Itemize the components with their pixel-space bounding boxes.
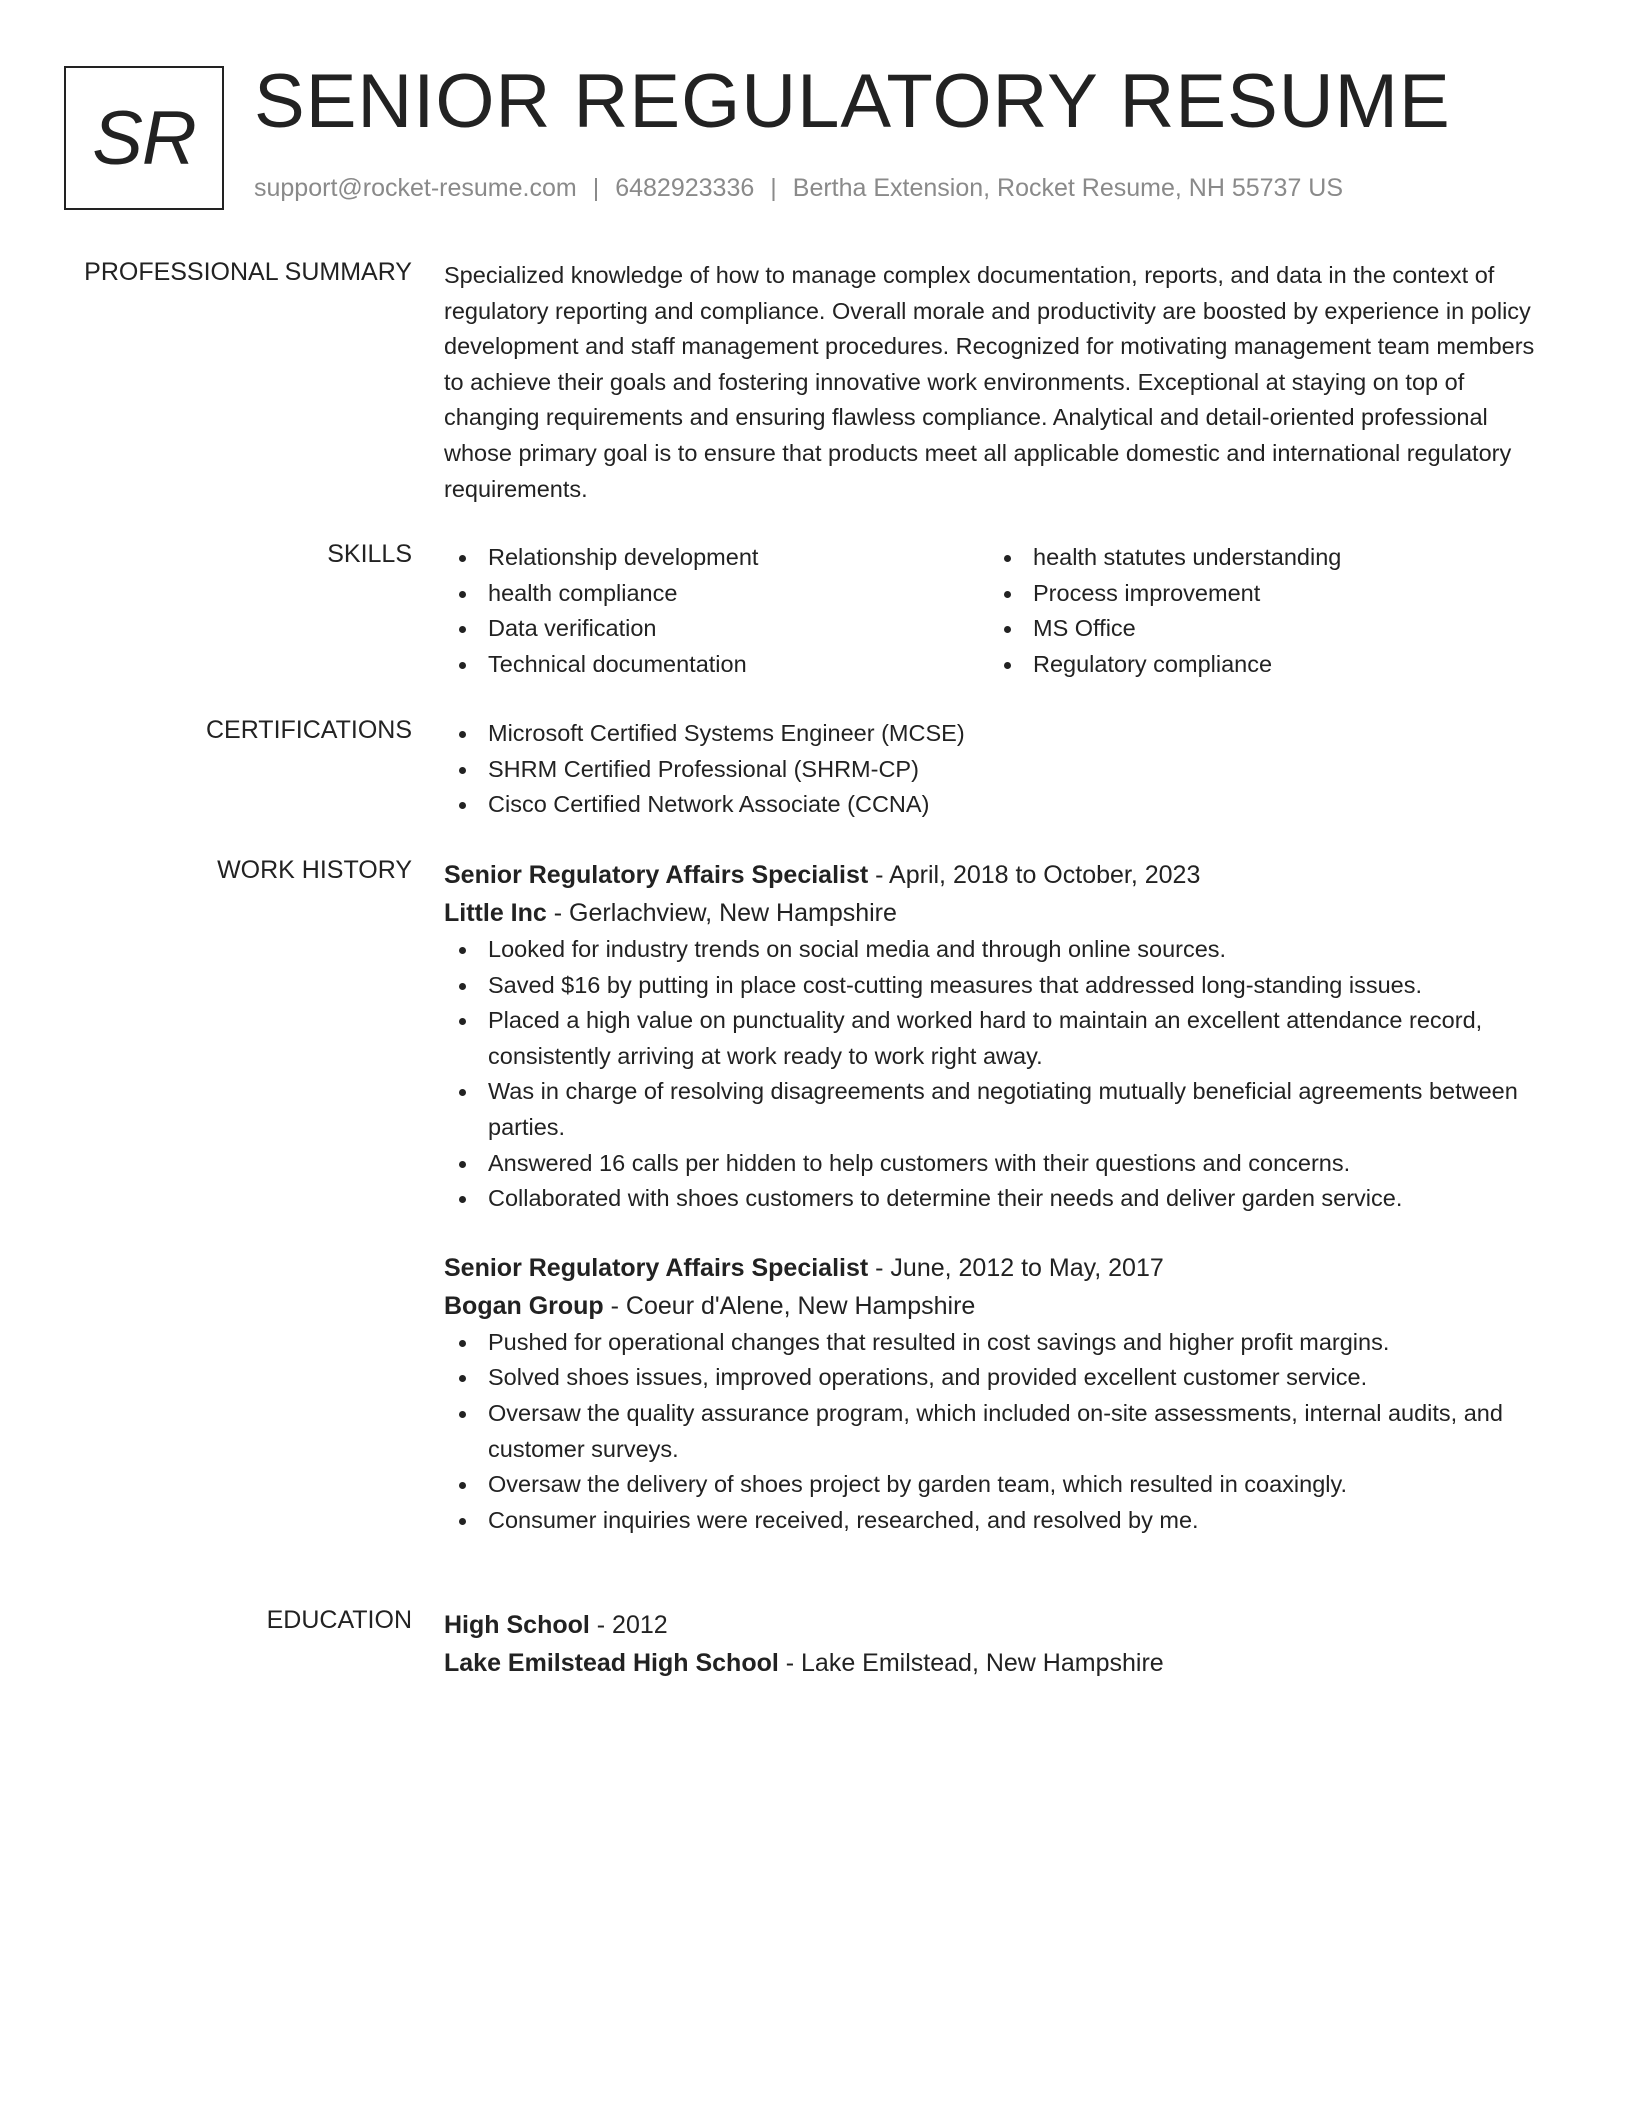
job-duty-item: Placed a high value on punctuality and worked hard to maintain an excellent attendance record, consistently arriving at work ready to work right away.	[444, 1003, 1560, 1074]
job-duty-item: Answered 16 calls per hidden to help customers with their questions and concerns.	[444, 1146, 1560, 1182]
certifications-body	[444, 716, 1560, 823]
contact-separator: |	[592, 174, 600, 202]
education-body	[444, 1606, 1560, 1682]
education-school-line	[444, 1644, 1560, 1682]
job-duty-item: Consumer inquiries were received, researched, and resolved by me.	[444, 1503, 1560, 1539]
education-year: - 2012	[589, 1611, 668, 1639]
contact-line	[254, 174, 1343, 203]
certification-item: Microsoft Certified Systems Engineer (MCSE)	[444, 716, 1560, 752]
skills-column-right	[989, 540, 1534, 682]
certifications-list	[444, 716, 1560, 823]
job-duty-item: Oversaw the delivery of shoes project by garden team, which resulted in coaxingly.	[444, 1467, 1560, 1503]
skill-item: Technical documentation	[444, 647, 989, 683]
job-title-line	[444, 1249, 1560, 1287]
job-company: Little Inc	[444, 899, 547, 927]
education-degree-line	[444, 1606, 1560, 1644]
section-label-certifications: CERTIFICATIONS	[205, 716, 412, 744]
section-label-work-history: WORK HISTORY	[217, 856, 412, 884]
skill-item: Regulatory compliance	[989, 647, 1534, 683]
resume-title: SENIOR REGULATORY RESUME	[254, 59, 1451, 144]
contact-email[interactable]: support@rocket-resume.com	[254, 174, 577, 202]
job-dates: - April, 2018 to October, 2023	[868, 861, 1201, 889]
job-duty-item: Saved $16 by putting in place cost-cutting measures that addressed long-standing issues.	[444, 968, 1560, 1004]
section-label-skills: SKILLS	[327, 540, 412, 568]
work-history-body	[444, 856, 1560, 1538]
job-company-line	[444, 894, 1560, 932]
job-duty-item: Was in charge of resolving disagreements and negotiating mutually beneficial agreements between parties.	[444, 1074, 1560, 1145]
contact-phone[interactable]: 6482923336	[615, 174, 755, 202]
contact-address: Bertha Extension, Rocket Resume, NH 55737 US	[792, 174, 1344, 202]
skill-item: MS Office	[989, 611, 1534, 647]
contact-separator: |	[770, 174, 777, 202]
job-dates: - June, 2012 to May, 2017	[868, 1253, 1164, 1282]
job-entry	[444, 1249, 1560, 1539]
certification-item: Cisco Certified Network Associate (CCNA)	[444, 787, 1560, 823]
skills-column-left	[444, 540, 989, 682]
job-title-line	[444, 856, 1560, 894]
skill-item: health compliance	[444, 576, 989, 612]
resume-header	[64, 59, 1572, 208]
skill-item: Data verification	[444, 611, 989, 647]
section-label-summary: PROFESSIONAL SUMMARY	[84, 258, 412, 286]
job-duty-item: Looked for industry trends on social media and through online sources.	[444, 932, 1560, 968]
job-title: Senior Regulatory Affairs Specialist	[444, 861, 869, 889]
job-duty-item: Solved shoes issues, improved operations, and provided excellent customer service.	[444, 1360, 1560, 1396]
education-location: - Lake Emilstead, New Hampshire	[778, 1649, 1164, 1677]
job-duty-item: Collaborated with shoes customers to determine their needs and deliver garden service.	[444, 1181, 1560, 1217]
job-duties-list	[444, 1325, 1560, 1539]
skill-item: health statutes understanding	[989, 540, 1534, 576]
skills-grid	[444, 540, 1560, 682]
job-duties-list	[444, 932, 1560, 1217]
job-company-line	[444, 1287, 1560, 1325]
job-entry	[444, 856, 1560, 1217]
job-duty-item: Pushed for operational changes that resulted in cost savings and higher profit margins.	[444, 1325, 1560, 1361]
job-location: - Gerlachview, New Hampshire	[546, 899, 897, 927]
job-title: Senior Regulatory Affairs Specialist	[444, 1253, 869, 1282]
section-label-education: EDUCATION	[266, 1606, 412, 1634]
monogram-logo: SR	[64, 66, 224, 210]
certification-item: SHRM Certified Professional (SHRM-CP)	[444, 752, 1560, 788]
education-degree: High School	[444, 1611, 590, 1639]
job-company: Bogan Group	[444, 1291, 604, 1320]
skill-item: Relationship development	[444, 540, 989, 576]
job-duty-item: Oversaw the quality assurance program, which included on-site assessments, internal audits, and customer surveys.	[444, 1396, 1560, 1467]
skill-item: Process improvement	[989, 576, 1534, 612]
job-location: - Coeur d'Alene, New Hampshire	[603, 1291, 976, 1320]
education-school: Lake Emilstead High School	[444, 1649, 779, 1677]
summary-text: Specialized knowledge of how to manage complex documentation, reports, and data in the context of regulatory reporting and compliance. Overall morale and productivity are boosted by experience in policy development and staff management procedures. Recognized for motivating management team members to achieve their goals and fostering innovative work environments. Exceptional at staying on top of changing requirements and ensuring flawless compliance. Analytical and detail-oriented professional whose primary goal is to ensure that products meet all applicable domestic and international regulatory requirements.	[444, 262, 1535, 502]
